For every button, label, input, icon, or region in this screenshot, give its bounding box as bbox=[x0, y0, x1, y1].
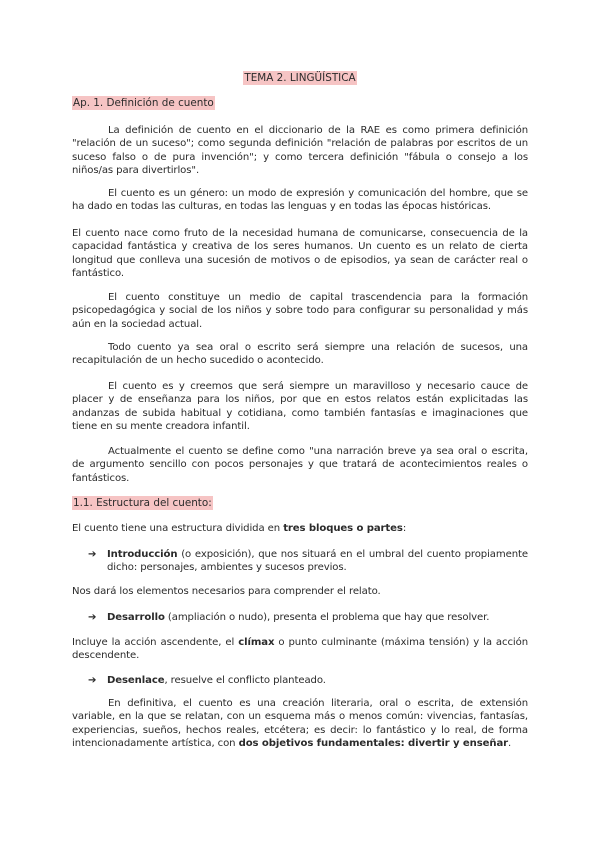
list-item-introduccion: ➔ Introducción (o exposición), que nos situará en el umbral del cuento propiamente dicho: personajes, ambientes y sucesos previos. bbox=[88, 549, 528, 574]
paragraph-origin: El cuento nace como fruto de la necesidad humana de comunicarse, consecuencia de la capacidad fantástica y creativa de los seres humanos. Un cuento es un relato de cierta longitud que conlleva una sucesión de motivos o de episodios, ya sean de carácter real o fantástico. bbox=[72, 228, 528, 280]
paragraph-elements: Nos dará los elementos necesarios para comprender el relato. bbox=[72, 586, 381, 597]
paragraph-structure-intro: El cuento tiene una estructura dividida en tres bloques o partes: bbox=[72, 523, 407, 534]
section-heading-structure: 1.1. Estructura del cuento: bbox=[73, 497, 212, 509]
paragraph-importance: El cuento constituye un medio de capital trascendencia para la formación psicopedagógica y social de los niños y sobre todo para configurar su personalidad y más aún en la sociedad actual. bbox=[72, 292, 528, 330]
list-item-desarrollo: ➔ Desarrollo (ampliación o nudo), presenta el problema que hay que resolver. bbox=[88, 612, 490, 623]
list-item-desenlace: ➔ Desenlace, resuelve el conflicto planteado. bbox=[88, 675, 326, 686]
paragraph-pleasure-teaching: El cuento es y creemos que será siempre un maravilloso y necesario cauce de placer y de enseñanza para los niños, por que en estos relatos están explicitadas las andanzas de subida habitual y cotidiana, como también fantasías e imaginaciones que tiene en su mente creadora infantil. bbox=[72, 381, 528, 433]
page-title-text: TEMA 2. LINGÜÍSTICA bbox=[244, 72, 356, 84]
arrow-bullet-icon: ➔ bbox=[88, 612, 97, 623]
arrow-bullet-icon: ➔ bbox=[88, 549, 97, 560]
paragraph-climax: Incluye la acción ascendente, el clímax o punto culminante (máxima tensión) y la acción descendente. bbox=[72, 637, 528, 662]
paragraph-oral-written: Todo cuento ya sea oral o escrito será siempre una relación de sucesos, una recapitulación de un hecho sucedido o acontecido. bbox=[72, 342, 528, 367]
paragraph-current-definition: Actualmente el cuento se define como "una narración breve ya sea oral o escrita, de argumento sencillo con pocos personajes y que tratará de acontecimientos reales o fantásticos. bbox=[72, 446, 528, 484]
paragraph-conclusion: En definitiva, el cuento es una creación literaria, oral o escrita, de extensión variable, en la que se relatan, con un esquema más o menos común: vivencias, fantasías, experiencias, sueños, hechos reales, etcétera; es decir: lo fantástico y lo real, de forma intencionadamente artística, con dos objetivos fundamentales: divertir y enseñar. bbox=[72, 698, 528, 750]
arrow-bullet-icon: ➔ bbox=[88, 675, 97, 686]
paragraph-rae-definition: La definición de cuento en el diccionario de la RAE es como primera definición "relación de un suceso"; como segunda definición "relación de palabras por escritos de un suceso falso o de pura invención"; y como tercera definición "fábula o consejo a los niños/as para divertirlos". bbox=[72, 125, 528, 177]
section-heading-definition: Ap. 1. Definición de cuento bbox=[73, 97, 214, 109]
paragraph-genre: El cuento es un género: un modo de expresión y comunicación del hombre, que se ha dado en todas las culturas, en todas las lenguas y en todas las épocas históricas. bbox=[72, 188, 528, 213]
page-title bbox=[0, 72, 600, 84]
